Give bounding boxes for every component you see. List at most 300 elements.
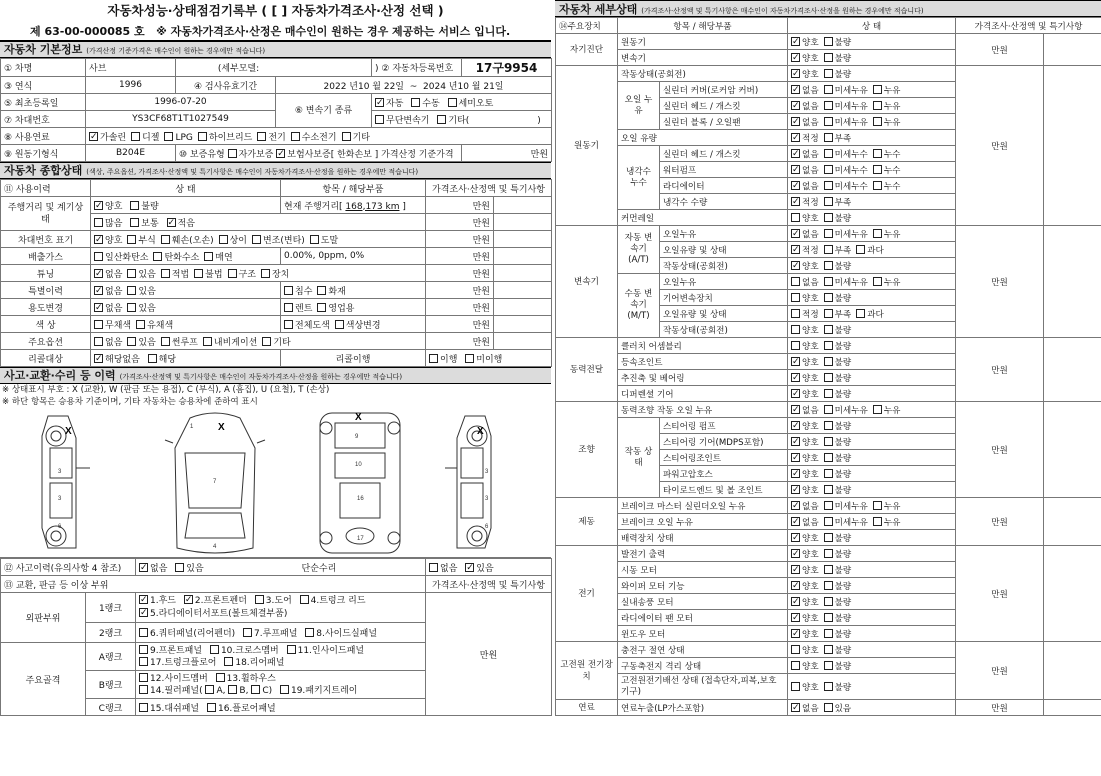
vin-mark-label: 차대번호 표기	[1, 231, 91, 248]
vin-mark-1-checkbox[interactable]	[127, 235, 136, 244]
fuel-0-label: 가솔린	[100, 132, 127, 143]
passenger-car-note: ※ 하단 항목은 승용차 기준이며, 기타 자동차는 승용차에 준하여 표시	[2, 397, 258, 407]
recall-notdone-checkbox[interactable]	[465, 354, 474, 363]
detail-state	[788, 226, 956, 242]
mileage-bad-checkbox[interactable]	[130, 201, 139, 210]
vin-mark-4-checkbox[interactable]	[252, 235, 261, 244]
repair-none-checkbox[interactable]	[429, 563, 438, 572]
color-0-checkbox[interactable]	[94, 320, 103, 329]
detail-2-0-checkbox[interactable]	[791, 69, 800, 78]
detail-opt-label: 불량	[834, 581, 852, 592]
trunk-lid-checkbox[interactable]	[300, 595, 309, 604]
detail-5-0-checkbox[interactable]	[791, 117, 800, 126]
detail-opt-label: 적정	[802, 309, 819, 320]
usage-2-checkbox[interactable]	[284, 303, 293, 312]
detail-opt-label: 누유	[883, 501, 901, 512]
accident-table	[0, 558, 552, 716]
tuning-0-checkbox[interactable]	[94, 269, 103, 278]
detail-29-2-checkbox[interactable]	[873, 501, 882, 510]
tuning-opts	[91, 265, 426, 282]
detail-24-1-checkbox[interactable]	[824, 421, 833, 430]
detail-34-1-checkbox[interactable]	[824, 581, 833, 590]
vin-mark-3-checkbox[interactable]	[219, 235, 228, 244]
detail-36-1-checkbox[interactable]	[824, 613, 833, 622]
warranty-cell	[176, 145, 462, 162]
floor-panel-checkbox[interactable]	[207, 703, 216, 712]
detail-11-0-checkbox[interactable]	[791, 213, 800, 222]
rear-panel-checkbox[interactable]	[224, 657, 233, 666]
vin-mark-5-label: 도말	[320, 235, 339, 246]
detail-33-0-checkbox[interactable]	[791, 565, 800, 574]
detail-32-1-checkbox[interactable]	[824, 549, 833, 558]
detail-16-1-checkbox[interactable]	[824, 293, 833, 302]
side-sill-label: 8.사이드실패널	[316, 629, 378, 639]
trans-auto-checkbox[interactable]	[375, 98, 384, 107]
detail-opt-label: 불량	[834, 485, 852, 496]
detail-25-0-checkbox[interactable]	[791, 437, 800, 446]
detail-35-0-checkbox[interactable]	[791, 597, 800, 606]
detail-13-1-checkbox[interactable]	[824, 245, 833, 254]
fuel-1-checkbox[interactable]	[131, 132, 140, 141]
color-note	[494, 316, 552, 333]
door-checkbox[interactable]	[255, 595, 264, 604]
detail-opt-label: 없음	[802, 101, 819, 112]
options-4-checkbox[interactable]	[262, 337, 271, 346]
emission-1-checkbox[interactable]	[153, 252, 162, 261]
vin-mark-2-checkbox[interactable]	[161, 235, 170, 244]
svg-text:16: 16	[357, 496, 364, 502]
detail-7-1-checkbox[interactable]	[824, 149, 833, 158]
special-3-checkbox[interactable]	[317, 286, 326, 295]
detail-state	[788, 178, 956, 194]
detail-opt-label: 양호	[802, 421, 819, 432]
detail-opt-label: 양호	[802, 293, 819, 304]
color-2-checkbox[interactable]	[284, 320, 293, 329]
detail-20-1-checkbox[interactable]	[824, 357, 833, 366]
side-member-checkbox[interactable]	[139, 673, 148, 682]
mileage-good-checkbox[interactable]	[94, 201, 103, 210]
pillar-a-label: A,	[216, 685, 226, 696]
special-3-label: 화재	[328, 286, 346, 297]
accident-none-label: 없음	[150, 563, 168, 574]
recall-done-no: 미이행	[476, 354, 503, 365]
detail-25-1-checkbox[interactable]	[824, 437, 833, 446]
color-1-checkbox[interactable]	[136, 320, 145, 329]
detail-note	[1044, 700, 1101, 716]
pillar-a-checkbox[interactable]	[205, 685, 214, 694]
car-diagram-svg	[0, 408, 551, 558]
detail-14-1-checkbox[interactable]	[824, 261, 833, 270]
front-panel-checkbox[interactable]	[139, 645, 148, 654]
price-basis-label: 가격산정 기준가격	[381, 149, 454, 160]
detail-row	[556, 338, 1101, 354]
detail-10-0-checkbox[interactable]	[791, 197, 800, 206]
radiator-support-checkbox[interactable]	[139, 608, 148, 617]
emission-2-checkbox[interactable]	[204, 252, 213, 261]
detail-23-0-checkbox[interactable]	[791, 405, 800, 414]
detail-28-0-checkbox[interactable]	[791, 485, 800, 494]
detail-8-0-checkbox[interactable]	[791, 165, 800, 174]
document-title: 자동차성능·상태점검기록부 ( [ ] 자동차가격조사·산정 선택 )	[107, 3, 444, 18]
detail-5-2-checkbox[interactable]	[873, 117, 882, 126]
detail-24-0-checkbox[interactable]	[791, 421, 800, 430]
detail-32-0-checkbox[interactable]	[791, 549, 800, 558]
detail-5-1-checkbox[interactable]	[824, 117, 833, 126]
detail-opt-label: 양호	[802, 261, 819, 272]
recall-done-checkbox[interactable]	[429, 354, 438, 363]
trans-manual-label: 수동	[422, 98, 440, 109]
vin-mark-5-checkbox[interactable]	[310, 235, 319, 244]
tuning-3-checkbox[interactable]	[194, 269, 203, 278]
detail-13-2-checkbox[interactable]	[856, 245, 865, 254]
cross-member-checkbox[interactable]	[210, 645, 219, 654]
pillar-c-checkbox[interactable]	[251, 685, 260, 694]
number-label: 제	[30, 25, 41, 38]
detail-11-1-checkbox[interactable]	[824, 213, 833, 222]
inside-panel-checkbox[interactable]	[287, 645, 296, 654]
detail-item: 실린더 헤드 / 개스킷	[660, 146, 788, 162]
detail-30-1-checkbox[interactable]	[824, 517, 833, 526]
detail-state	[788, 450, 956, 466]
fuel-3-label: 하이브리드	[208, 132, 253, 143]
detail-22-0-checkbox[interactable]	[791, 389, 800, 398]
basic-info-heading	[0, 41, 551, 58]
detail-2-1-checkbox[interactable]	[824, 69, 833, 78]
accident-none-checkbox[interactable]	[139, 563, 148, 572]
detail-note	[1044, 66, 1101, 226]
trans-cvt-checkbox[interactable]	[375, 115, 384, 124]
detail-1-1-checkbox[interactable]	[824, 53, 833, 62]
valid-period-value	[276, 77, 552, 94]
col-history: ⑪ 사용이력	[1, 180, 91, 197]
normal-checkbox[interactable]	[130, 218, 139, 227]
detail-opt-label: 없음	[802, 517, 819, 528]
detail-0-0-checkbox[interactable]	[791, 37, 800, 46]
fuel-2-label: LPG	[175, 132, 193, 143]
recall-done-opts	[426, 350, 552, 367]
detail-19-1-checkbox[interactable]	[824, 341, 833, 350]
repair-yes-checkbox[interactable]	[465, 563, 474, 572]
trans-other-checkbox[interactable]	[437, 115, 446, 124]
color-label: 색 상	[1, 316, 91, 333]
detail-23-1-checkbox[interactable]	[824, 405, 833, 414]
trans-other-close: )	[537, 115, 541, 126]
trans-semi-checkbox[interactable]	[448, 98, 457, 107]
detail-41-0-checkbox[interactable]	[791, 703, 800, 712]
many-checkbox[interactable]	[94, 218, 103, 227]
detail-item: 커먼레일	[618, 210, 788, 226]
engine-label: ⑨ 원동기형식	[1, 145, 86, 162]
detail-state	[788, 578, 956, 594]
fuel-3-checkbox[interactable]	[198, 132, 207, 141]
detail-36-0-checkbox[interactable]	[791, 613, 800, 622]
vin-mark-note	[494, 231, 552, 248]
tuning-note	[494, 265, 552, 282]
pillar-b-label: B,	[239, 685, 249, 696]
sub-group-label: 냉각수 누수	[618, 146, 660, 210]
detail-3-1-checkbox[interactable]	[824, 85, 833, 94]
detail-9-0-checkbox[interactable]	[791, 181, 800, 190]
detail-30-0-checkbox[interactable]	[791, 517, 800, 526]
detail-0-1-checkbox[interactable]	[824, 37, 833, 46]
detail-won: 만원	[956, 338, 1044, 402]
detail-state	[788, 626, 956, 642]
detail-item: 브레이크 마스터 실린더오일 누유	[618, 498, 788, 514]
detail-3-0-checkbox[interactable]	[791, 85, 800, 94]
fuel-4-checkbox[interactable]	[257, 132, 266, 141]
detail-16-0-checkbox[interactable]	[791, 293, 800, 302]
detail-won: 만원	[956, 546, 1044, 642]
detail-opt-label: 없음	[802, 405, 819, 416]
emission-0-checkbox[interactable]	[94, 252, 103, 261]
detail-31-1-checkbox[interactable]	[824, 533, 833, 542]
current-mileage-label: 현재 주행거리[	[284, 201, 343, 212]
hood-checkbox[interactable]	[139, 595, 148, 604]
trunk-floor-checkbox[interactable]	[139, 657, 148, 666]
detail-14-0-checkbox[interactable]	[791, 261, 800, 270]
mileage-bad-label: 불량	[141, 201, 159, 212]
color-opts	[91, 316, 281, 333]
usage-0-checkbox[interactable]	[94, 303, 103, 312]
rank1-label: 1랭크	[86, 593, 136, 623]
detail-4-1-checkbox[interactable]	[824, 101, 833, 110]
detail-9-2-checkbox[interactable]	[873, 181, 882, 190]
fuel-6-checkbox[interactable]	[342, 132, 351, 141]
detail-40-1-checkbox[interactable]	[824, 682, 833, 691]
detail-34-0-checkbox[interactable]	[791, 581, 800, 590]
detail-31-0-checkbox[interactable]	[791, 533, 800, 542]
number-suffix: 호	[134, 25, 145, 38]
detail-38-0-checkbox[interactable]	[791, 645, 800, 654]
detail-8-2-checkbox[interactable]	[873, 165, 882, 174]
warranty-self-checkbox[interactable]	[228, 149, 237, 158]
dash-panel-checkbox[interactable]	[139, 703, 148, 712]
detail-opt-label: 불량	[834, 565, 852, 576]
inside-panel-label: 11.인사이드패널	[297, 645, 365, 656]
detail-8-1-checkbox[interactable]	[824, 165, 833, 174]
pillar-panel-checkbox[interactable]	[139, 685, 148, 694]
detail-18-0-checkbox[interactable]	[791, 325, 800, 334]
detail-opt-label: 양호	[802, 357, 819, 368]
fuel-0-checkbox[interactable]	[89, 132, 98, 141]
detail-27-0-checkbox[interactable]	[791, 469, 800, 478]
detail-6-0-checkbox[interactable]	[791, 133, 800, 142]
detail-37-1-checkbox[interactable]	[824, 629, 833, 638]
detail-opt-label: 불량	[834, 357, 852, 368]
fuel-options	[86, 128, 552, 145]
options-2-checkbox[interactable]	[161, 337, 170, 346]
tuning-3-label: 불법	[205, 269, 223, 280]
detail-6-1-checkbox[interactable]	[824, 133, 833, 142]
detail-17-0-checkbox[interactable]	[791, 309, 800, 318]
wheel-house-checkbox[interactable]	[216, 673, 225, 682]
few-checkbox[interactable]	[167, 218, 176, 227]
detail-29-1-checkbox[interactable]	[824, 501, 833, 510]
detail-state	[788, 50, 956, 66]
detail-item: 변속기	[618, 50, 788, 66]
detail-item: 실린더 헤드 / 개스킷	[660, 98, 788, 114]
warranty-self-label: 자가보증	[238, 149, 274, 160]
detail-22-1-checkbox[interactable]	[824, 389, 833, 398]
svg-text:3: 3	[485, 469, 489, 475]
detail-item: 타이로드엔드 및 볼 조인트	[660, 482, 788, 498]
detail-26-0-checkbox[interactable]	[791, 453, 800, 462]
special-0-checkbox[interactable]	[94, 286, 103, 295]
special-1-checkbox[interactable]	[127, 286, 136, 295]
main-frame-label: 주요골격	[1, 643, 86, 716]
detail-item: 디퍼렌셜 기어	[618, 386, 788, 402]
detail-opt-label: 불량	[834, 645, 852, 656]
emission-1-label: 탄화수소	[164, 252, 200, 263]
detail-heading-note: (가격조사·산정액 및 특기사항은 매수인이 자동차가격조사·산정을 원하는 경우에만 적습니다)	[641, 7, 924, 15]
tuning-2-checkbox[interactable]	[161, 269, 170, 278]
rankA-opts	[136, 643, 426, 671]
detail-9-1-checkbox[interactable]	[824, 181, 833, 190]
detail-item: 작동상태(공회전)	[660, 258, 788, 274]
tuning-5-checkbox[interactable]	[261, 269, 270, 278]
detail-21-0-checkbox[interactable]	[791, 373, 800, 382]
pillar-panel-label: 14.필러패널(	[150, 685, 203, 696]
detail-20-0-checkbox[interactable]	[791, 357, 800, 366]
detail-opt-label: 불량	[834, 469, 852, 480]
detail-opt-label: 불량	[834, 53, 852, 64]
fuel-2-checkbox[interactable]	[164, 132, 173, 141]
tuning-4-checkbox[interactable]	[228, 269, 237, 278]
document-number-line	[0, 22, 551, 41]
detail-won: 만원	[956, 226, 1044, 338]
detail-12-0-checkbox[interactable]	[791, 229, 800, 238]
accident-yes-checkbox[interactable]	[175, 563, 184, 572]
basic-info-table	[0, 58, 552, 162]
detail-38-1-checkbox[interactable]	[824, 645, 833, 654]
detail-13-0-checkbox[interactable]	[791, 245, 800, 254]
color-won: 만원	[426, 316, 494, 333]
detail-opt-label: 불량	[834, 261, 852, 272]
detail-col-item: 항목 / 해당부품	[618, 18, 788, 34]
detail-item: 오일유량 및 상태	[660, 242, 788, 258]
detail-won: 만원	[956, 402, 1044, 498]
front-fender-checkbox[interactable]	[184, 595, 193, 604]
detail-1-0-checkbox[interactable]	[791, 53, 800, 62]
detail-40-0-checkbox[interactable]	[791, 682, 800, 691]
detail-15-1-checkbox[interactable]	[824, 277, 833, 286]
detail-opt-label: 없음	[802, 149, 819, 160]
detail-7-0-checkbox[interactable]	[791, 149, 800, 158]
special-won: 만원	[426, 282, 494, 299]
mark-under-x: X	[355, 412, 362, 423]
detail-3-2-checkbox[interactable]	[873, 85, 882, 94]
usage-3-checkbox[interactable]	[317, 303, 326, 312]
fuel-5-checkbox[interactable]	[291, 132, 300, 141]
detail-opt-label: 적정	[802, 133, 819, 144]
pillar-b-checkbox[interactable]	[228, 685, 237, 694]
detail-opt-label: 불량	[834, 37, 852, 48]
options-0-checkbox[interactable]	[94, 337, 103, 346]
detail-item: 작동상태(공회전)	[618, 66, 788, 82]
tuning-4-label: 구조	[238, 269, 256, 280]
roof-panel-checkbox[interactable]	[243, 628, 252, 637]
valid-tilde: ~	[409, 81, 418, 92]
current-mileage-value: 168,173 km	[345, 201, 400, 212]
detail-state	[788, 482, 956, 498]
vin-mark-0-checkbox[interactable]	[94, 235, 103, 244]
quarter-panel-checkbox[interactable]	[139, 628, 148, 637]
usage-1-checkbox[interactable]	[127, 303, 136, 312]
detail-state	[788, 354, 956, 370]
detail-17-2-checkbox[interactable]	[856, 309, 865, 318]
detail-opt-label: 양호	[802, 325, 819, 336]
detail-35-1-checkbox[interactable]	[824, 597, 833, 606]
detail-status-table	[555, 17, 1101, 716]
detail-opt-label: 양호	[802, 581, 819, 592]
detail-39-0-checkbox[interactable]	[791, 661, 800, 670]
detail-opt-label: 양호	[802, 485, 819, 496]
trans-manual-checkbox[interactable]	[411, 98, 420, 107]
detail-opt-label: 불량	[834, 613, 852, 624]
emission-note	[494, 248, 552, 265]
detail-33-1-checkbox[interactable]	[824, 565, 833, 574]
normal-label: 보통	[141, 218, 159, 229]
detail-4-0-checkbox[interactable]	[791, 101, 800, 110]
detail-41-1-checkbox[interactable]	[824, 703, 833, 712]
detail-7-2-checkbox[interactable]	[873, 149, 882, 158]
options-2-label: 썬루프	[171, 337, 198, 348]
detail-23-2-checkbox[interactable]	[873, 405, 882, 414]
detail-opt-label: 양호	[802, 629, 819, 640]
detail-opt-label: 미세누유	[834, 85, 868, 96]
detail-row	[556, 402, 1101, 418]
detail-19-0-checkbox[interactable]	[791, 341, 800, 350]
detail-21-1-checkbox[interactable]	[824, 373, 833, 382]
recall-none-checkbox[interactable]	[94, 354, 103, 363]
tuning-1-checkbox[interactable]	[127, 269, 136, 278]
wheel-house-label: 13.휠하우스	[226, 673, 276, 684]
recall-yes-checkbox[interactable]	[148, 354, 157, 363]
detail-28-1-checkbox[interactable]	[824, 485, 833, 494]
detail-39-1-checkbox[interactable]	[824, 661, 833, 670]
warranty-insurance-checkbox[interactable]	[276, 149, 285, 158]
tuning-won: 만원	[426, 265, 494, 282]
color-3-checkbox[interactable]	[335, 320, 344, 329]
detail-17-1-checkbox[interactable]	[824, 309, 833, 318]
detail-30-2-checkbox[interactable]	[873, 517, 882, 526]
detail-note	[1044, 546, 1101, 642]
detail-opt-label: 과다	[867, 245, 884, 256]
col-state: 상 태	[91, 180, 281, 197]
options-3-checkbox[interactable]	[203, 337, 212, 346]
detail-26-1-checkbox[interactable]	[824, 453, 833, 462]
options-1-checkbox[interactable]	[127, 337, 136, 346]
detail-model-cell	[176, 59, 372, 77]
trunk-lid-label: 4.트렁크 리드	[310, 595, 366, 606]
detail-4-2-checkbox[interactable]	[873, 101, 882, 110]
side-sill-checkbox[interactable]	[305, 628, 314, 637]
repair-none-label: 없음	[440, 563, 458, 574]
special-2-checkbox[interactable]	[284, 286, 293, 295]
detail-15-0-checkbox[interactable]	[791, 277, 800, 286]
few-label: 적음	[177, 218, 195, 229]
detail-10-1-checkbox[interactable]	[824, 197, 833, 206]
detail-15-2-checkbox[interactable]	[873, 277, 882, 286]
detail-12-1-checkbox[interactable]	[824, 229, 833, 238]
detail-18-1-checkbox[interactable]	[824, 325, 833, 334]
detail-12-2-checkbox[interactable]	[873, 229, 882, 238]
detail-37-0-checkbox[interactable]	[791, 629, 800, 638]
package-tray-checkbox[interactable]	[280, 685, 289, 694]
detail-29-0-checkbox[interactable]	[791, 501, 800, 510]
detail-opt-label: 불량	[834, 437, 852, 448]
detail-27-1-checkbox[interactable]	[824, 469, 833, 478]
